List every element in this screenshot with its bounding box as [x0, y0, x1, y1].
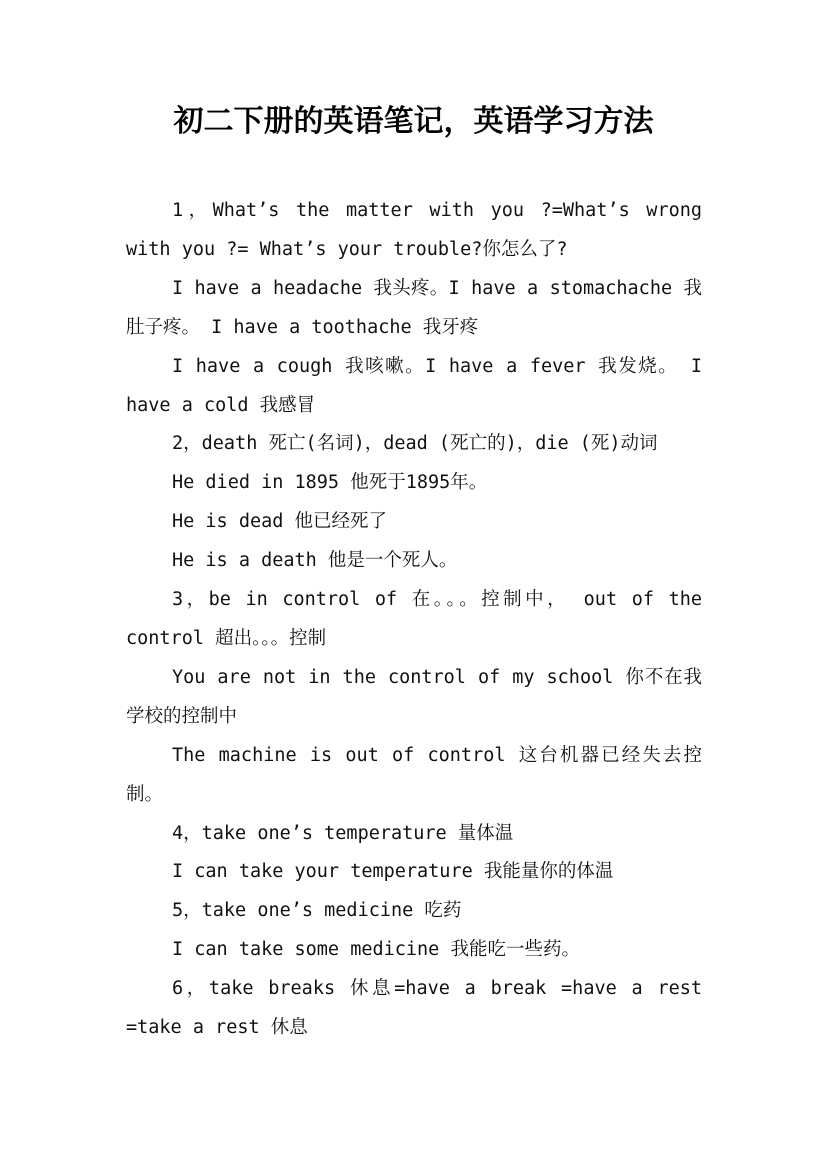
paragraph: 5，take one’s medicine 吃药	[172, 900, 462, 922]
paragraph: 6，take breaks 休息=have a break =have a rest =take a rest 休息	[126, 978, 702, 1039]
paragraph: 3，be in control of 在。。。控制中， out of the control 超出。。。控制	[126, 589, 702, 649]
paragraph: I can take some medicine 我能吃一些药。	[172, 939, 580, 961]
paragraph: He died in 1895 他死于1895年。	[172, 472, 488, 494]
paragraph: 2，death 死亡(名词)，dead (死亡的)，die (死)动词	[172, 433, 658, 455]
page-title: 初二下册的英语笔记，英语学习方法	[173, 104, 654, 139]
paragraph: He is a death 他是一个死人。	[172, 550, 458, 572]
paragraph: 1，What’s the matter with you ?=What’s wrong with you ?= What’s your trouble?你怎么了?	[126, 200, 702, 260]
paragraph: 4，take one’s temperature 量体温	[172, 822, 514, 844]
paragraph: You are not in the control of my school 你不在我学校的控制中	[126, 666, 702, 727]
paragraph: He is dead 他已经死了	[172, 511, 388, 533]
paragraph: I have a headache 我头疼。I have a stomachache 我肚子疼。 I have a toothache 我牙疼	[126, 277, 702, 338]
document-body	[126, 192, 702, 1048]
paragraph: The machine is out of control 这台机器已经失去控制。	[126, 744, 702, 805]
paragraph: I can take your temperature 我能量你的体温	[172, 861, 614, 883]
paragraph: I have a cough 我咳嗽。I have a fever 我发烧。 I have a cold 我感冒	[126, 355, 702, 416]
